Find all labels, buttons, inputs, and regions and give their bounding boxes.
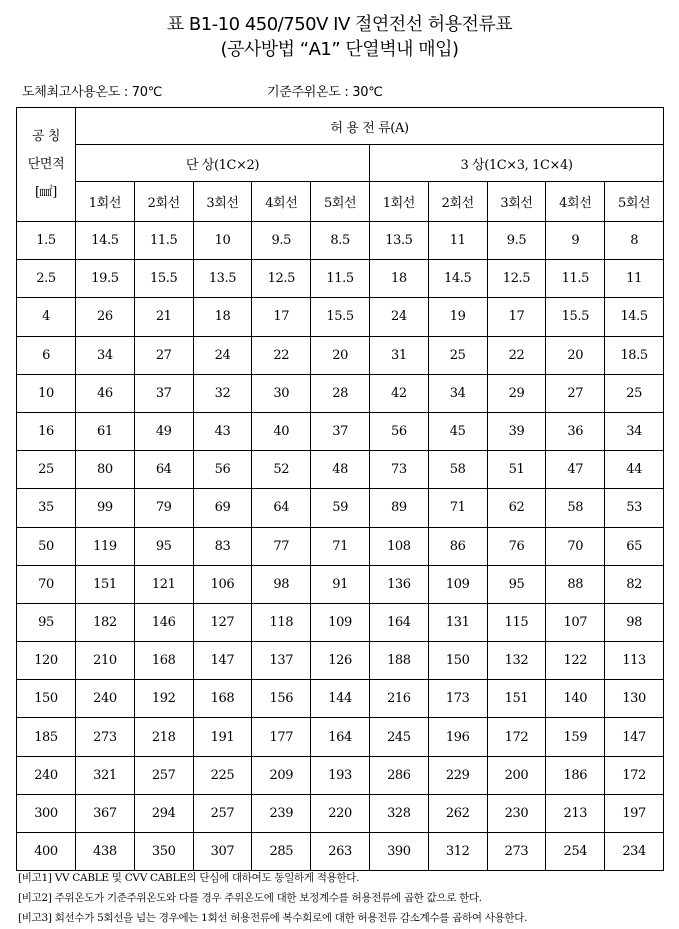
current-value-cell: 89 xyxy=(369,489,428,527)
circuit-header: 3회선 xyxy=(487,182,546,222)
current-value-cell: 240 xyxy=(76,680,135,718)
current-value-cell: 27 xyxy=(134,336,193,374)
table-title: 표 B1-10 450/750V IV 절연전선 허용전류표 xyxy=(166,14,513,35)
current-value-cell: 230 xyxy=(487,794,546,832)
area-cell: 150 xyxy=(17,680,76,718)
current-value-cell: 20 xyxy=(311,336,370,374)
circuit-header: 4회선 xyxy=(252,182,311,222)
current-value-cell: 71 xyxy=(428,489,487,527)
current-value-cell: 98 xyxy=(605,603,664,641)
header-row-3 xyxy=(17,182,664,222)
table-row xyxy=(17,451,664,489)
current-value-cell: 390 xyxy=(369,833,428,871)
current-value-cell: 173 xyxy=(428,680,487,718)
current-value-cell: 218 xyxy=(134,718,193,756)
current-value-cell: 254 xyxy=(546,833,605,871)
current-value-cell: 76 xyxy=(487,527,546,565)
current-value-cell: 24 xyxy=(193,336,252,374)
area-cell: 240 xyxy=(17,756,76,794)
current-value-cell: 43 xyxy=(193,412,252,450)
table-row xyxy=(17,222,664,260)
current-value-cell: 56 xyxy=(193,451,252,489)
current-value-cell: 22 xyxy=(252,336,311,374)
area-cell: 10 xyxy=(17,374,76,412)
allowable-current-table xyxy=(16,107,664,871)
table-row xyxy=(17,642,664,680)
current-value-cell: 28 xyxy=(311,374,370,412)
current-value-cell: 34 xyxy=(605,412,664,450)
current-value-cell: 95 xyxy=(134,527,193,565)
current-value-cell: 151 xyxy=(487,680,546,718)
current-value-cell: 29 xyxy=(487,374,546,412)
current-value-cell: 294 xyxy=(134,794,193,832)
current-value-cell: 77 xyxy=(252,527,311,565)
current-value-cell: 65 xyxy=(605,527,664,565)
max-conductor-temp: 도체최고사용온도 : 70℃ xyxy=(22,85,163,100)
area-cell: 70 xyxy=(17,565,76,603)
current-value-cell: 32 xyxy=(193,374,252,412)
table-subtitle: (공사방법 “A1” 단열벽내 매입) xyxy=(220,39,459,60)
current-value-cell: 130 xyxy=(605,680,664,718)
current-value-cell: 350 xyxy=(134,833,193,871)
area-cell: 16 xyxy=(17,412,76,450)
area-cell: 35 xyxy=(17,489,76,527)
current-value-cell: 136 xyxy=(369,565,428,603)
current-value-cell: 106 xyxy=(193,565,252,603)
current-value-cell: 273 xyxy=(487,833,546,871)
current-value-cell: 9.5 xyxy=(487,222,546,260)
current-value-cell: 262 xyxy=(428,794,487,832)
current-value-cell: 99 xyxy=(76,489,135,527)
area-cell: 300 xyxy=(17,794,76,832)
area-column-header: 공 칭 단면적 [㎟] xyxy=(17,108,76,222)
current-value-cell: 182 xyxy=(76,603,135,641)
circuit-header: 4회선 xyxy=(546,182,605,222)
current-value-cell: 58 xyxy=(546,489,605,527)
current-value-cell: 21 xyxy=(134,298,193,336)
current-value-cell: 127 xyxy=(193,603,252,641)
current-value-cell: 18 xyxy=(193,298,252,336)
table-row xyxy=(17,718,664,756)
current-value-cell: 70 xyxy=(546,527,605,565)
current-value-cell: 34 xyxy=(76,336,135,374)
table-row xyxy=(17,565,664,603)
current-value-cell: 109 xyxy=(428,565,487,603)
current-value-cell: 18 xyxy=(369,260,428,298)
current-value-cell: 88 xyxy=(546,565,605,603)
area-cell: 2.5 xyxy=(17,260,76,298)
current-value-cell: 150 xyxy=(428,642,487,680)
current-value-cell: 438 xyxy=(76,833,135,871)
notes xyxy=(18,868,527,928)
current-value-cell: 156 xyxy=(252,680,311,718)
circuit-header: 1회선 xyxy=(76,182,135,222)
current-value-cell: 19 xyxy=(428,298,487,336)
table-row xyxy=(17,756,664,794)
current-value-cell: 12.5 xyxy=(487,260,546,298)
current-value-cell: 20 xyxy=(546,336,605,374)
current-value-cell: 71 xyxy=(311,527,370,565)
circuit-header: 3회선 xyxy=(193,182,252,222)
circuit-header: 2회선 xyxy=(428,182,487,222)
current-value-cell: 15.5 xyxy=(546,298,605,336)
current-value-cell: 48 xyxy=(311,451,370,489)
current-value-cell: 367 xyxy=(76,794,135,832)
current-value-cell: 107 xyxy=(546,603,605,641)
current-value-cell: 37 xyxy=(134,374,193,412)
current-value-cell: 144 xyxy=(311,680,370,718)
current-value-cell: 25 xyxy=(605,374,664,412)
current-value-cell: 79 xyxy=(134,489,193,527)
current-value-cell: 30 xyxy=(252,374,311,412)
current-value-cell: 39 xyxy=(487,412,546,450)
current-value-cell: 115 xyxy=(487,603,546,641)
current-value-cell: 197 xyxy=(605,794,664,832)
current-value-cell: 14.5 xyxy=(76,222,135,260)
current-value-cell: 109 xyxy=(311,603,370,641)
current-value-cell: 73 xyxy=(369,451,428,489)
table-row xyxy=(17,603,664,641)
current-value-cell: 147 xyxy=(193,642,252,680)
area-cell: 25 xyxy=(17,451,76,489)
current-value-cell: 209 xyxy=(252,756,311,794)
circuit-header: 5회선 xyxy=(311,182,370,222)
area-cell: 6 xyxy=(17,336,76,374)
current-value-cell: 137 xyxy=(252,642,311,680)
current-value-cell: 26 xyxy=(76,298,135,336)
current-value-cell: 27 xyxy=(546,374,605,412)
current-value-cell: 245 xyxy=(369,718,428,756)
current-value-cell: 11 xyxy=(605,260,664,298)
current-value-cell: 285 xyxy=(252,833,311,871)
current-value-cell: 98 xyxy=(252,565,311,603)
current-value-cell: 257 xyxy=(193,794,252,832)
current-value-cell: 188 xyxy=(369,642,428,680)
current-value-cell: 9.5 xyxy=(252,222,311,260)
circuit-header: 2회선 xyxy=(134,182,193,222)
current-value-cell: 40 xyxy=(252,412,311,450)
current-value-cell: 118 xyxy=(252,603,311,641)
current-value-cell: 9 xyxy=(546,222,605,260)
current-value-cell: 11 xyxy=(428,222,487,260)
current-value-cell: 18.5 xyxy=(605,336,664,374)
single-phase-header: 단 상(1C×2) xyxy=(76,145,370,182)
current-value-cell: 19.5 xyxy=(76,260,135,298)
current-value-cell: 25 xyxy=(428,336,487,374)
current-value-cell: 239 xyxy=(252,794,311,832)
current-value-cell: 186 xyxy=(546,756,605,794)
table-row xyxy=(17,412,664,450)
current-value-cell: 36 xyxy=(546,412,605,450)
current-value-cell: 69 xyxy=(193,489,252,527)
current-value-cell: 13.5 xyxy=(369,222,428,260)
area-cell: 95 xyxy=(17,603,76,641)
current-value-cell: 56 xyxy=(369,412,428,450)
current-value-cell: 86 xyxy=(428,527,487,565)
current-value-cell: 234 xyxy=(605,833,664,871)
current-value-cell: 168 xyxy=(193,680,252,718)
current-value-cell: 328 xyxy=(369,794,428,832)
current-value-cell: 192 xyxy=(134,680,193,718)
current-value-cell: 126 xyxy=(311,642,370,680)
current-value-cell: 159 xyxy=(546,718,605,756)
current-value-cell: 37 xyxy=(311,412,370,450)
area-cell: 185 xyxy=(17,718,76,756)
current-value-cell: 122 xyxy=(546,642,605,680)
current-value-cell: 191 xyxy=(193,718,252,756)
current-value-cell: 59 xyxy=(311,489,370,527)
current-value-cell: 146 xyxy=(134,603,193,641)
table-row xyxy=(17,527,664,565)
current-value-cell: 172 xyxy=(487,718,546,756)
current-value-cell: 14.5 xyxy=(428,260,487,298)
note-1: [비고1] VV CABLE 및 CVV CABLE의 단심에 대하여도 동일하게 적용한다. xyxy=(18,872,360,884)
current-value-cell: 119 xyxy=(76,527,135,565)
current-value-cell: 13.5 xyxy=(193,260,252,298)
current-value-cell: 42 xyxy=(369,374,428,412)
current-value-cell: 164 xyxy=(369,603,428,641)
table-row xyxy=(17,336,664,374)
current-value-cell: 61 xyxy=(76,412,135,450)
current-value-cell: 321 xyxy=(76,756,135,794)
current-value-cell: 10 xyxy=(193,222,252,260)
current-value-cell: 15.5 xyxy=(134,260,193,298)
area-cell: 50 xyxy=(17,527,76,565)
current-value-cell: 273 xyxy=(76,718,135,756)
current-value-cell: 164 xyxy=(311,718,370,756)
current-value-cell: 257 xyxy=(134,756,193,794)
current-value-cell: 14.5 xyxy=(605,298,664,336)
current-value-cell: 53 xyxy=(605,489,664,527)
current-value-cell: 11.5 xyxy=(134,222,193,260)
current-value-cell: 210 xyxy=(76,642,135,680)
current-value-cell: 64 xyxy=(252,489,311,527)
current-value-cell: 200 xyxy=(487,756,546,794)
current-value-cell: 307 xyxy=(193,833,252,871)
current-value-cell: 80 xyxy=(76,451,135,489)
current-value-cell: 95 xyxy=(487,565,546,603)
current-value-cell: 193 xyxy=(311,756,370,794)
table-row xyxy=(17,298,664,336)
current-value-cell: 131 xyxy=(428,603,487,641)
area-cell: 120 xyxy=(17,642,76,680)
current-value-cell: 12.5 xyxy=(252,260,311,298)
current-value-cell: 172 xyxy=(605,756,664,794)
current-value-cell: 229 xyxy=(428,756,487,794)
current-value-cell: 91 xyxy=(311,565,370,603)
current-header: 허 용 전 류(A) xyxy=(76,108,664,145)
header-row-2 xyxy=(17,145,664,182)
current-value-cell: 46 xyxy=(76,374,135,412)
current-value-cell: 24 xyxy=(369,298,428,336)
current-value-cell: 31 xyxy=(369,336,428,374)
current-value-cell: 58 xyxy=(428,451,487,489)
current-value-cell: 62 xyxy=(487,489,546,527)
current-value-cell: 213 xyxy=(546,794,605,832)
current-value-cell: 8.5 xyxy=(311,222,370,260)
current-value-cell: 82 xyxy=(605,565,664,603)
three-phase-header: 3 상(1C×3, 1C×4) xyxy=(369,145,663,182)
current-value-cell: 121 xyxy=(134,565,193,603)
current-value-cell: 263 xyxy=(311,833,370,871)
header-row-1 xyxy=(17,108,664,145)
current-value-cell: 168 xyxy=(134,642,193,680)
area-cell: 4 xyxy=(17,298,76,336)
current-value-cell: 151 xyxy=(76,565,135,603)
circuit-header: 1회선 xyxy=(369,182,428,222)
current-value-cell: 196 xyxy=(428,718,487,756)
table-row xyxy=(17,260,664,298)
current-value-cell: 52 xyxy=(252,451,311,489)
table-row xyxy=(17,374,664,412)
table-row xyxy=(17,680,664,718)
note-2: [비고2] 주위온도가 기준주위온도와 다를 경우 주위온도에 대한 보정계수를 허용전류에 곱한 값으로 한다. xyxy=(18,892,482,904)
current-value-cell: 177 xyxy=(252,718,311,756)
current-value-cell: 225 xyxy=(193,756,252,794)
current-value-cell: 312 xyxy=(428,833,487,871)
current-value-cell: 286 xyxy=(369,756,428,794)
current-value-cell: 34 xyxy=(428,374,487,412)
current-value-cell: 49 xyxy=(134,412,193,450)
current-value-cell: 22 xyxy=(487,336,546,374)
current-value-cell: 11.5 xyxy=(546,260,605,298)
current-value-cell: 220 xyxy=(311,794,370,832)
current-value-cell: 64 xyxy=(134,451,193,489)
note-3: [비고3] 회선수가 5회선을 넘는 경우에는 1회선 허용전류에 복수회로에 대한 허용전류 감소계수를 곱하여 사용한다. xyxy=(18,912,528,924)
current-value-cell: 17 xyxy=(252,298,311,336)
current-value-cell: 15.5 xyxy=(311,298,370,336)
current-value-cell: 51 xyxy=(487,451,546,489)
current-value-cell: 108 xyxy=(369,527,428,565)
current-value-cell: 147 xyxy=(605,718,664,756)
current-value-cell: 8 xyxy=(605,222,664,260)
table-row xyxy=(17,489,664,527)
current-value-cell: 17 xyxy=(487,298,546,336)
current-value-cell: 47 xyxy=(546,451,605,489)
table-row xyxy=(17,794,664,832)
current-value-cell: 11.5 xyxy=(311,260,370,298)
table-row xyxy=(17,833,664,871)
current-value-cell: 216 xyxy=(369,680,428,718)
current-value-cell: 113 xyxy=(605,642,664,680)
area-cell: 400 xyxy=(17,833,76,871)
current-value-cell: 83 xyxy=(193,527,252,565)
current-value-cell: 132 xyxy=(487,642,546,680)
current-value-cell: 140 xyxy=(546,680,605,718)
circuit-header: 5회선 xyxy=(605,182,664,222)
current-value-cell: 44 xyxy=(605,451,664,489)
area-cell: 1.5 xyxy=(17,222,76,260)
current-value-cell: 45 xyxy=(428,412,487,450)
ambient-temp: 기준주위온도 : 30℃ xyxy=(267,85,383,100)
